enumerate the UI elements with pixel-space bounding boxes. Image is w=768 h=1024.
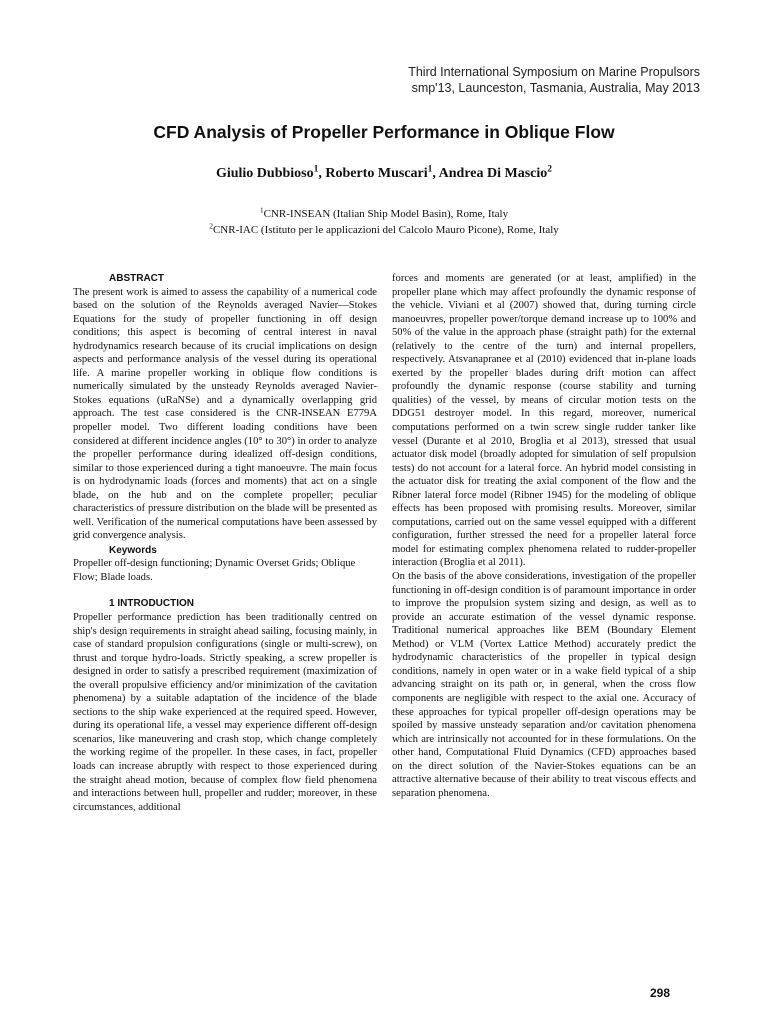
affiliation-marker: 2 — [209, 221, 213, 231]
author-list — [0, 166, 768, 182]
author-affiliation-marker: 1 — [427, 164, 433, 175]
introduction-paragraph: forces and moments are generated (or at least, amplified) in the propeller plane which may affect profoundly the dynamic response of the vehicle. Viviani et al (2007) showed that, during turning circle manoeuvres, propeller power/torque demand increase up to 100% and 50% of the value in the approach phase (straight path) for the external (relatively to the centre of the turn) and internal propellers, respectively. Atsvanapranee et al (2010) evidenced that in-plane loads exerted by the propeller blades during drift motion can affect profoundly the dynamic response (course stability and turning qualities) of the vessel, by means of circular motion tests on the DDG51 destroyer model. In this regard, moreover, numerical computations performed on a twin screw single rudder tanker like vessel (Durante et al 2010, Broglia et al 2013), stressed that usual actuator disk model (broadly adopted for simulation of self propulsion tests) do not account for a lateral force. An hybrid model consisting in the actuator disk for treating the axial component of the flow and the Ribner lateral force model (Ribner 1945) for the modeling of oblique effects has been proposed with promising results. Moreover, similar computations, carried out on the same vessel equipped with a different configuration, further stressed the need for a propeller lateral force model for estimating complex phenomena related to rudder-propeller interaction (Broglia et al 2011). — [392, 273, 696, 569]
author-affiliation-marker: 1 — [313, 164, 319, 175]
conference-name: Third International Symposium on Marine Propulsors — [408, 65, 700, 79]
introduction-paragraph: On the basis of the above considerations, investigation of the propeller functioning in off-design condition is of paramount importance in order to improve the propulsion system sizing and design, as well as to provide an accurate estimation of the vessel dynamic response. Traditional numerical approaches like BEM (Boundary Element Method) or VLM (Vortex Lattice Method) accurately predict the hydrodynamic characteristics of the propeller in typical design conditions, namely in open water or in a wake field typical of a ship advancing straight on its path or, in general, when the cross flow components are negligible with respect to the axial one. Accuracy of these approaches for typical propeller off-design operations may be spoiled by massive unsteady separation and/or cavitation phenomena which are intrinsically not accounted for in these formulations. On the other hand, Computational Fluid Dynamics (CFD) approaches based on the direct solution of the Navier-Stokes equations can be an attractive alternative because of their ability to treat viscous effects and separation phenomena. — [392, 571, 696, 799]
author-name: Giulio Dubbioso — [215, 166, 314, 181]
keywords-text: Propeller off-design functioning; Dynamic Overset Grids; Oblique Flow; Blade loads. — [73, 558, 356, 583]
affiliation-text: CNR-INSEAN (Italian Ship Model Basin), Rome, Italy — [263, 208, 509, 220]
author-name: Andrea Di Mascio — [438, 166, 548, 181]
author-separator: , — [318, 166, 326, 181]
affiliation-line — [0, 222, 768, 238]
affiliation-marker: 1 — [259, 205, 264, 215]
right-column — [392, 272, 696, 800]
abstract-heading: ABSTRACT — [109, 273, 164, 284]
introduction-heading: 1 INTRODUCTION — [109, 598, 194, 610]
page-number: 298 — [650, 986, 671, 1000]
introduction-paragraph: Propeller performance prediction has been traditionally centred on ship's design requirements in straight ahead sailing, focusing mainly, in case of standard propulsion configurations (single or multi-screw), on thrust and torque hydro-loads. Strictly speaking, a screw propeller is designed in order to satisfy a prescribed requirement (maximization of the overall propulsive efficiency and/or minimization of the cavitation phenomena) by a suitable adaptation of the incidence of the blade sections to the ship wake experienced at the required speed. However, during its operational life, a vessel may experience different off-design scenarios, like maneuvering and crash stop, which change completely the working regime of the propeller. In these cases, in fact, propeller loads can increase abruptly with respect to those experienced during the straight ahead motion, because of complex flow field phenomena and interactions between hull, propeller and rudder; moreover, in these circumstances, additional — [73, 611, 377, 813]
conference-header — [408, 64, 700, 96]
affiliation-line — [0, 206, 768, 222]
author-affiliation-marker: 2 — [547, 164, 553, 175]
affiliation-text: CNR-IAC (Istituto per le applicazioni del Calcolo Mauro Picone), Rome, Italy — [212, 224, 559, 236]
author-separator: , — [432, 166, 439, 181]
conference-venue: smp'13, Launceston, Tasmania, Australia, May 2013 — [411, 81, 700, 95]
keywords-heading: Keywords — [109, 544, 157, 556]
left-column — [73, 272, 377, 814]
paper-title: CFD Analysis of Propeller Performance in Oblique Flow — [153, 122, 615, 142]
abstract-text: The present work is aimed to assess the capability of a numerical code based on the solution of the Reynolds averaged Navier—Stokes Equations for the study of propeller functioning in off design conditions; this aspect is becoming of central interest in naval hydrodynamics research because of its crucial implications on design aspects and performance analysis of the vessel during its operational life. A marine propeller working in oblique flow conditions is numerically simulated by the unsteady Reynolds averaged Navier-Stokes equations (uRaNSe) and a dynamically overlapping grid approach. The test case considered is the CNR-INSEAN E779A propeller model. Two different loading conditions have been considered at different incidence angles (10° to 30°) in order to analyze the propeller performance during idealized off-design conditions, similar to those experienced during a tight manoeuvre. The main focus is on hydrodynamic loads (forces and moments) that act on a single blade, on the hub and on the complete propeller; peculiar characteristics of pressure distribution on the blade will be presented as well. Verification of the numerical computations have been assessed by grid convergence analysis. — [73, 286, 377, 542]
author-name: Roberto Muscari — [325, 166, 428, 181]
affiliations — [0, 206, 768, 238]
